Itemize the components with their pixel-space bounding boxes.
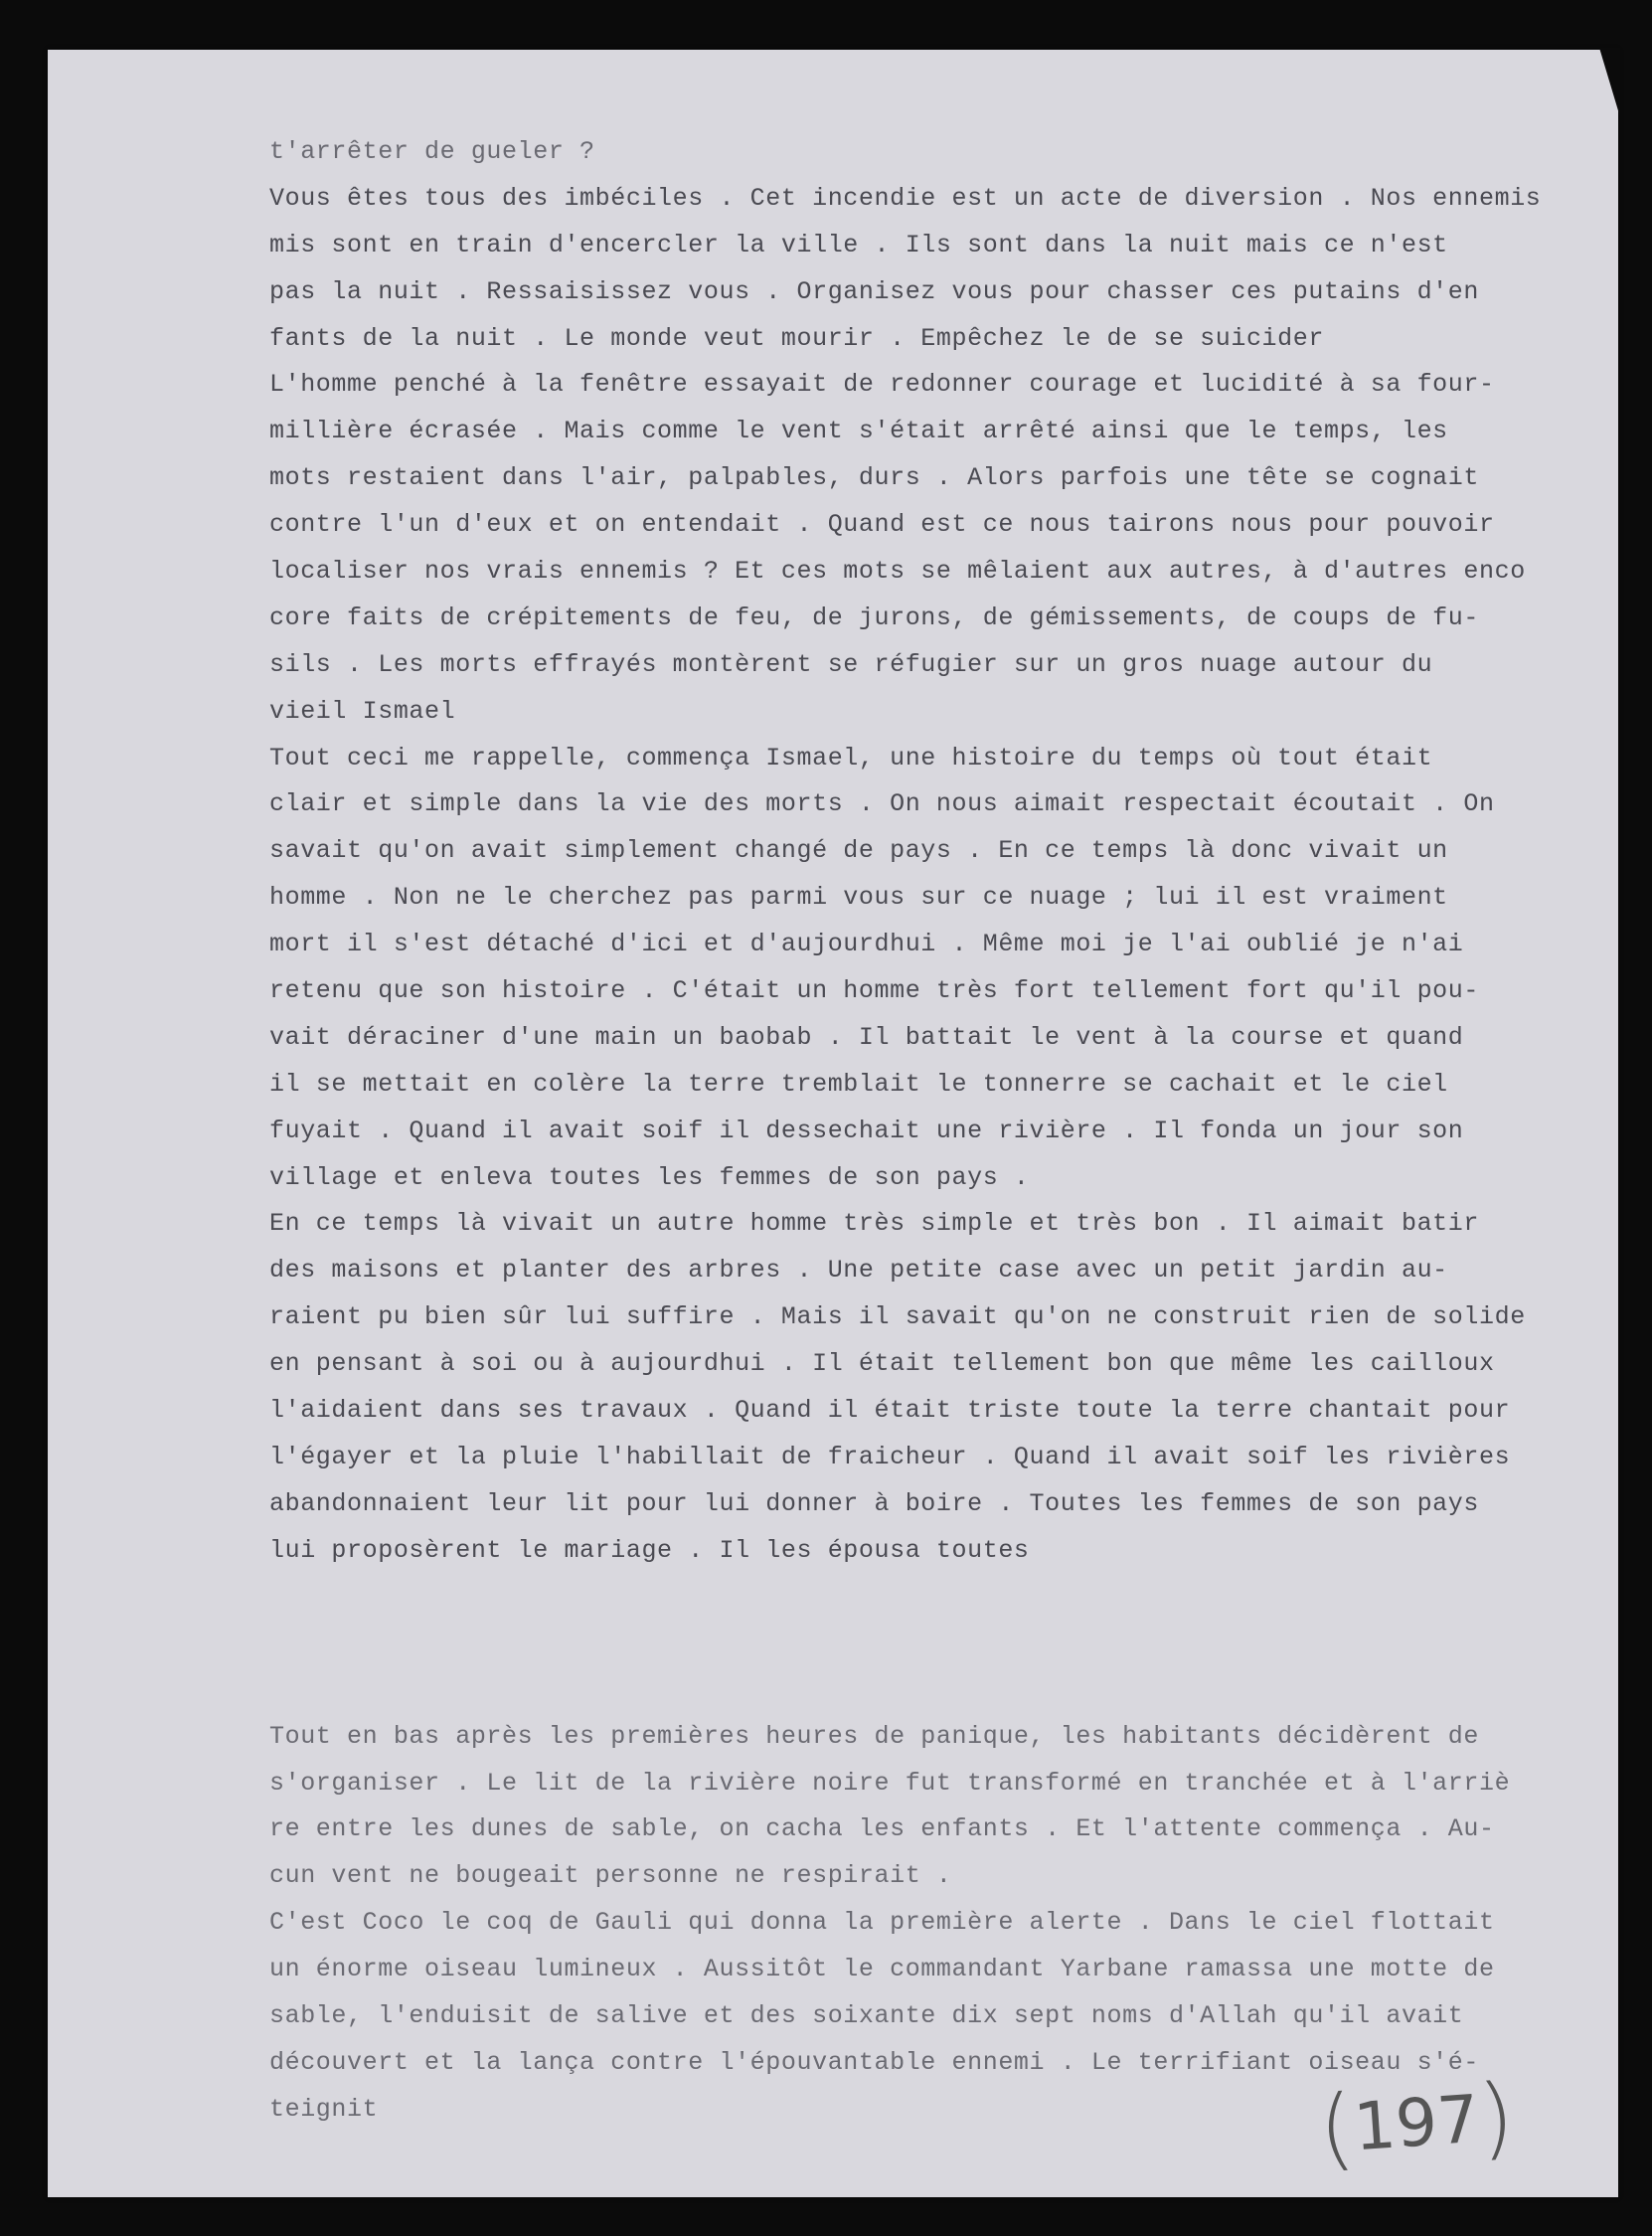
- text-line: fants de la nuit . Le monde veut mourir . Empêchez le de se suicider: [269, 323, 1324, 353]
- text-line: lui proposèrent le mariage . Il les épousa toutes: [269, 1535, 1030, 1565]
- text-line: En ce temps là vivait un autre homme très simple et très bon . Il aimait batir: [269, 1209, 1479, 1239]
- text-line: un énorme oiseau lumineux . Aussitôt le commandant Yarbane ramassa une motte de: [269, 1955, 1495, 1984]
- section-gap: [269, 1575, 1611, 1714]
- right-paren-glyph: ): [1475, 2063, 1518, 2170]
- text-line: mis sont en train d'encercler la ville . Ils sont dans la nuit mais ce n'est: [269, 230, 1448, 259]
- paragraph-1: [269, 129, 1611, 736]
- text-line: abandonnaient leur lit pour lui donner à boire . Toutes les femmes de son pays: [269, 1488, 1479, 1518]
- text-line: vieil Ismael: [269, 696, 456, 726]
- paper-sheet: [48, 50, 1618, 2197]
- text-line: l'aidaient dans ses travaux . Quand il était triste toute la terre chantait pour: [269, 1396, 1511, 1426]
- text-line: l'égayer et la pluie l'habillait de fraicheur . Quand il avait soif les rivières: [269, 1442, 1511, 1471]
- text-line: raient pu bien sûr lui suffire . Mais il savait qu'on ne construit rien de solide: [269, 1302, 1526, 1332]
- text-line: millière écrasée . Mais comme le vent s'était arrêté ainsi que le temps, les: [269, 417, 1448, 446]
- text-line: Tout ceci me rappelle, commença Ismael, une histoire du temps où tout était: [269, 743, 1433, 773]
- text-line: teignit: [269, 2094, 379, 2124]
- page-number-value: 197: [1351, 2080, 1482, 2165]
- text-line: mots restaient dans l'air, palpables, durs . Alors parfois une tête se cognait: [269, 463, 1479, 493]
- text-line: découvert et la lança contre l'épouvantable ennemi . Le terrifiant oiseau s'é-: [269, 2047, 1479, 2077]
- text-line: Tout en bas après les premières heures de panique, les habitants décidèrent de: [269, 1721, 1479, 1751]
- text-line: cun vent ne bougeait personne ne respirait .: [269, 1861, 952, 1891]
- text-line: il se mettait en colère la terre tremblait le tonnerre se cachait et le ciel: [269, 1069, 1448, 1099]
- handwritten-page-number: [1315, 2063, 1518, 2182]
- text-line: L'homme penché à la fenêtre essayait de redonner courage et lucidité à sa four-: [269, 370, 1495, 400]
- text-line: contre l'un d'eux et on entendait . Quand est ce nous tairons nous pour pouvoir: [269, 510, 1495, 540]
- text-line: sils . Les morts effrayés montèrent se réfugier sur un gros nuage autour du: [269, 649, 1433, 679]
- text-line: village et enleva toutes les femmes de son pays .: [269, 1162, 1030, 1192]
- text-line: core faits de crépitements de feu, de jurons, de gémissements, de coups de fu-: [269, 602, 1479, 632]
- text-line: vait déraciner d'une main un baobab . Il battait le vent à la course et quand: [269, 1022, 1464, 1052]
- text-line: Vous êtes tous des imbéciles . Cet incendie est un acte de diversion . Nos ennemis: [269, 183, 1542, 213]
- torn-corner: [1590, 48, 1620, 117]
- text-line: en pensant à soi ou à aujourdhui . Il était tellement bon que même les cailloux: [269, 1349, 1495, 1379]
- text-line: localiser nos vrais ennemis ? Et ces mots se mêlaient aux autres, à d'autres enco: [269, 557, 1526, 587]
- paragraph-4: [269, 1714, 1611, 1901]
- typed-text: [269, 129, 1611, 2134]
- text-line: mort il s'est détaché d'ici et d'aujourdhui . Même moi je l'ai oublié je n'ai: [269, 930, 1464, 959]
- text-line: C'est Coco le coq de Gauli qui donna la première alerte . Dans le ciel flottait: [269, 1908, 1495, 1938]
- text-line: des maisons et planter des arbres . Une petite case avec un petit jardin au-: [269, 1256, 1448, 1286]
- text-line: retenu que son histoire . C'était un homme très fort tellement fort qu'il pou-: [269, 976, 1479, 1006]
- text-line: homme . Non ne le cherchez pas parmi vous sur ce nuage ; lui il est vraiment: [269, 883, 1448, 913]
- text-line: pas la nuit . Ressaisissez vous . Organisez vous pour chasser ces putains d'en: [269, 276, 1479, 306]
- text-line: re entre les dunes de sable, on cacha les enfants . Et l'attente commença . Au-: [269, 1814, 1495, 1844]
- left-paren-glyph: (: [1315, 2075, 1358, 2182]
- paragraph-2: [269, 736, 1611, 1202]
- text-line: s'organiser . Le lit de la rivière noire fut transformé en tranchée et à l'arriè: [269, 1768, 1511, 1798]
- text-line: savait qu'on avait simplement changé de pays . En ce temps là donc vivait un: [269, 836, 1448, 866]
- text-line: sable, l'enduisit de salive et des soixante dix sept noms d'Allah qu'il avait: [269, 2000, 1464, 2030]
- paragraph-3: [269, 1201, 1611, 1574]
- text-line: t'arrêter de gueler ?: [269, 137, 595, 166]
- text-line: clair et simple dans la vie des morts . On nous aimait respectait écoutait . On: [269, 789, 1495, 819]
- text-line: fuyait . Quand il avait soif il dessechait une rivière . Il fonda un jour son: [269, 1116, 1464, 1145]
